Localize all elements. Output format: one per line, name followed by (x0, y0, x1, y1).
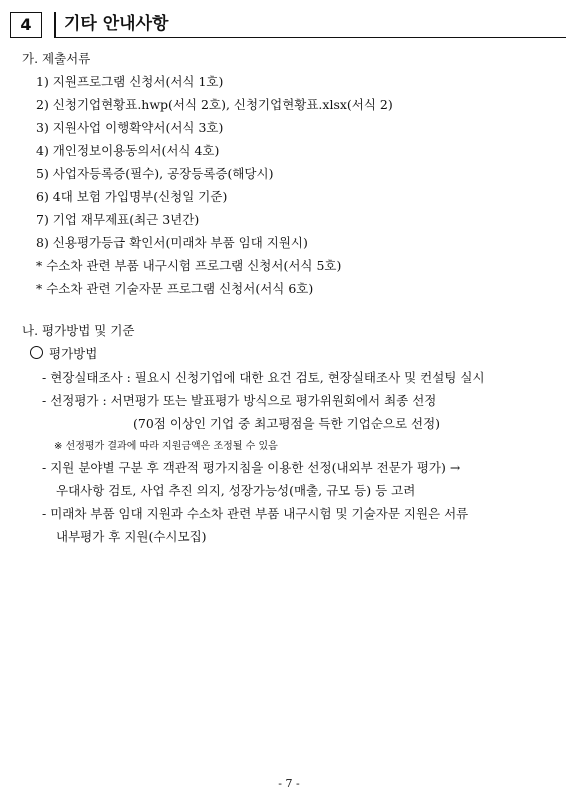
eval-line-selection-criteria: (70점 이상인 기업 중 최고평점을 득한 기업순으로 선정) (133, 416, 441, 431)
doc-item-4: 4) 개인정보이용동의서(서식 4호) (36, 143, 220, 158)
evaluation-method-label: 평가방법 (49, 346, 98, 361)
evaluation-method-subheading (30, 346, 97, 362)
doc-item-3: 3) 지원사업 이행확약서(서식 3호) (36, 120, 224, 135)
hollow-circle-bullet-icon (30, 346, 43, 359)
doc-item-7: 7) 기업 재무제표(최근 3년간) (36, 212, 200, 227)
section-header (10, 12, 566, 38)
evaluation-heading: 나. 평가방법 및 기준 (22, 323, 135, 338)
doc-item-hydrogen-consulting: * 수소차 관련 기술자문 프로그램 신청서(서식 6호) (36, 281, 314, 296)
eval-line-preference-review: 우대사항 검토, 사업 추진 의지, 성장가능성(매출, 규모 등) 등 고려 (56, 483, 416, 498)
doc-item-5: 5) 사업자등록증(필수), 공장등록증(해당시) (36, 166, 274, 181)
eval-note-amount-adjust: ※ 선정평가 결과에 따라 지원금액은 조정될 수 있음 (54, 441, 278, 452)
eval-line-site-survey: - 현장실태조사 : 필요시 신청기업에 대한 요건 검토, 현장실태조사 및 컨설팅 실시 (42, 370, 485, 385)
section-title: 기타 안내사항 (64, 14, 169, 34)
doc-item-6: 6) 4대 보험 가입명부(신청일 기준) (36, 189, 228, 204)
doc-item-hydrogen-durability: * 수소차 관련 부품 내구시험 프로그램 신청서(서식 5호) (36, 258, 342, 273)
eval-line-internal-review: 내부평가 후 지원(수시모집) (56, 529, 207, 544)
eval-line-objective-guidelines: - 지원 분야별 구분 후 객관적 평가지침을 이용한 선정(내외부 전문가 평가) → (42, 460, 461, 475)
section-title-box (54, 12, 566, 38)
doc-item-8: 8) 신용평가등급 확인서(미래차 부품 임대 지원시) (36, 235, 308, 250)
doc-item-2: 2) 신청기업현황표.hwp(서식 2호), 신청기업현황표.xlsx(서식 2) (36, 97, 393, 112)
doc-item-1: 1) 지원프로그램 신청서(서식 1호) (36, 74, 224, 89)
eval-line-selection: - 선정평가 : 서면평가 또는 발표평가 방식으로 평가위원회에서 최종 선정 (42, 393, 437, 408)
eval-line-rental-hydrogen: - 미래차 부품 임대 지원과 수소차 관련 부품 내구시험 및 기술자문 지원은 서류 (42, 506, 469, 521)
submission-docs-heading: 가. 제출서류 (22, 51, 91, 66)
section-number: 4 (10, 12, 42, 38)
page-number: - 7 - (278, 777, 300, 790)
